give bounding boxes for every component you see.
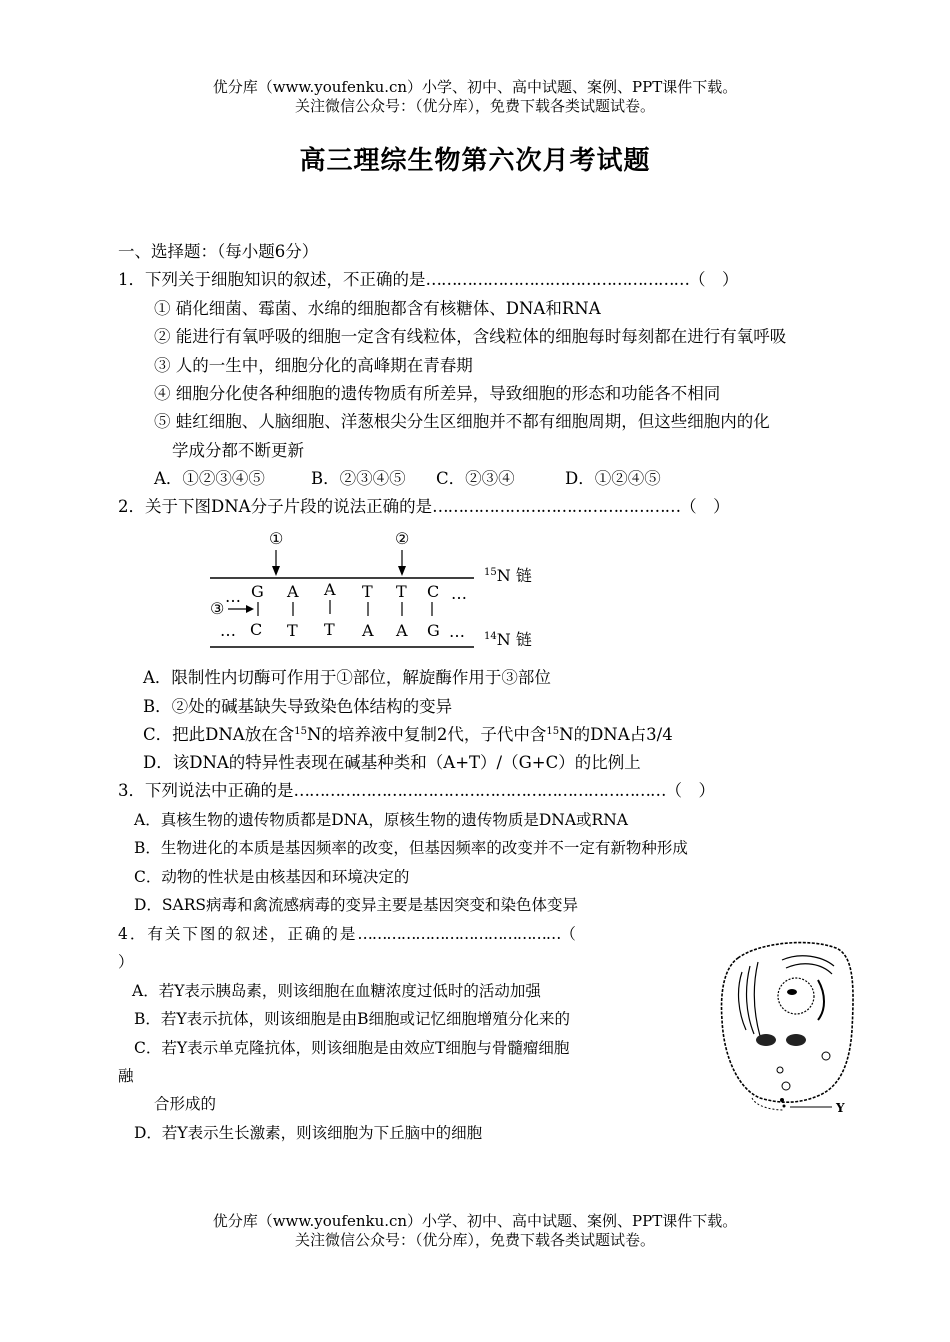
q1-option-a: A．①②③④⑤ — [154, 469, 265, 488]
header-line-1: 优分库（www.youfenku.cn）小学、初中、高中试题、案例、PPT课件下载。 — [212, 78, 738, 96]
q3-option-b: B．生物进化的本质是基因频率的改变，但基因频率的改变并不一定有新物种形成 — [134, 839, 688, 857]
er-fold-5 — [786, 964, 832, 974]
cell-membrane — [722, 943, 854, 1103]
q2-option-c-part2: N的培养液中复制2代，子代中含 — [306, 725, 547, 744]
dna-top-base-4: T — [362, 582, 373, 601]
q2-option-a: A．限制性内切酶可作用于①部位，解旋酶作用于③部位 — [143, 668, 551, 687]
q3-dots: ……………………………………………………………… — [293, 781, 666, 800]
q3-option-c: C．动物的性状是由核基因和环境决定的 — [134, 868, 410, 886]
organelle-1 — [756, 1034, 776, 1046]
nucleus — [778, 978, 814, 1014]
dna-top-ellipsis-right: … — [451, 584, 467, 603]
q1-option-b: B．②③④⑤ — [311, 469, 406, 488]
q1-item-3: ③ 人的一生中，细胞分化的高峰期在青春期 — [154, 356, 473, 375]
dna-top-sup: 15 — [484, 567, 497, 578]
dna-top-base-3: A — [324, 580, 336, 599]
vesicle-2 — [777, 1067, 783, 1073]
dna-top-base-2: A — [287, 582, 299, 601]
dna-bottom-base-5: A — [396, 621, 408, 640]
er-fold-3 — [754, 962, 760, 1036]
q2-option-d: D．该DNA的特异性表现在碱基种类和（A+T）/（G+C）的比例上 — [143, 753, 641, 772]
q2-dots: ………………………………………… — [432, 497, 681, 516]
q1-option-d: D．①②④⑤ — [565, 469, 661, 488]
q4-option-c-cont1: 融 — [118, 1067, 134, 1085]
q4-dots: …………………………………… — [357, 925, 561, 943]
q1-item-5: ⑤ 蛙红细胞、人脑细胞、洋葱根尖分生区细胞并不都有细胞周期，但这些细胞内的化 — [154, 412, 770, 431]
cell-figure-label-y: Y — [836, 1101, 845, 1115]
q1-option-c: C．②③④ — [436, 469, 515, 488]
section-heading: 一、选择题：（每小题6分） — [118, 242, 319, 261]
q2-option-c-sup2: 15 — [546, 726, 560, 737]
dna-top-base-1: G — [251, 582, 264, 601]
header-line-2: 关注微信公众号：（优分库），免费下载各类试题试卷。 — [294, 97, 655, 115]
dna-mark-3: ③ — [210, 599, 225, 618]
dna-top-label: N 链 — [496, 566, 532, 585]
dna-bottom-ellipsis-right: … — [449, 622, 465, 641]
q2-option-c-part1: C．把此DNA放在含 — [143, 725, 295, 744]
q4-option-a: A．若Y表示胰岛素，则该细胞在血糖浓度过低时的活动加强 — [132, 982, 541, 1000]
nucleolus — [787, 989, 797, 995]
secretion-granule-1 — [780, 1098, 784, 1102]
q4-paren-open: （ — [560, 925, 578, 943]
er-fold-4 — [782, 956, 834, 966]
q1-paren: （ ） — [689, 270, 739, 289]
dna-bottom-base-1: C — [250, 620, 263, 639]
q4-stem: 4．有关下图的叙述，正确的是 — [118, 925, 358, 943]
q4-paren-close: ） — [118, 953, 134, 971]
page-title: 高三理综生物第六次月考试题 — [299, 146, 651, 176]
vesicle-1 — [822, 1052, 830, 1060]
q1-item-4: ④ 细胞分化使各种细胞的遗传物质有所差异，导致细胞的形态和功能各不相同 — [154, 384, 721, 403]
vesicle-3 — [782, 1082, 790, 1090]
secretion-granule-2 — [783, 1105, 786, 1108]
q2-option-b: B．②处的碱基缺失导致染色体结构的变异 — [143, 697, 453, 716]
dna-bottom-sup: 14 — [484, 631, 497, 642]
dna-top-base-5: T — [396, 582, 407, 601]
er-fold-2 — [747, 966, 754, 1034]
q4-option-d: D．若Y表示生长激素，则该细胞为下丘脑中的细胞 — [134, 1124, 483, 1142]
dna-top-ellipsis-left: … — [225, 587, 241, 606]
q1-stem: 1．下列关于细胞知识的叙述，不正确的是 — [118, 270, 426, 289]
dna-bottom-base-2: T — [287, 621, 298, 640]
dna-bottom-label: N 链 — [496, 630, 532, 649]
q2-paren: （ ） — [680, 497, 730, 516]
dna-top-base-6: C — [427, 582, 440, 601]
footer-line-2: 关注微信公众号：（优分库），免费下载各类试题试卷。 — [294, 1231, 655, 1249]
q2-option-c-part3: N的DNA占3/4 — [559, 725, 673, 744]
q4-option-b: B．若Y表示抗体，则该细胞是由B细胞或记忆细胞增殖分化来的 — [134, 1010, 571, 1028]
q3-option-d: D．SARS病毒和禽流感病毒的变异主要是基因突变和染色体变异 — [134, 896, 579, 914]
q3-option-a: A．真核生物的遗传物质都是DNA，原核生物的遗传物质是DNA或RNA — [134, 811, 628, 829]
er-fold-1 — [739, 972, 746, 1030]
q2-option-c-sup1: 15 — [294, 726, 307, 737]
q3-paren: （ ） — [665, 781, 715, 800]
q1-dots: …………………………………………… — [425, 270, 689, 289]
q3-stem: 3．下列说法中正确的是 — [118, 781, 294, 800]
cell-bottom-edge — [752, 1098, 784, 1110]
golgi-arc — [818, 980, 824, 1020]
q4-option-c-cont2: 合形成的 — [154, 1095, 217, 1113]
q2-stem: 2．关于下图DNA分子片段的说法正确的是 — [118, 497, 433, 516]
footer-line-1: 优分库（www.youfenku.cn）小学、初中、高中试题、案例、PPT课件下载。 — [212, 1212, 738, 1230]
dna-mark-2: ② — [395, 529, 410, 548]
dna-bottom-ellipsis-left: … — [220, 621, 236, 640]
dna-bottom-base-3: T — [324, 620, 335, 639]
q1-item-1: ① 硝化细菌、霉菌、水绵的细胞都含有核糖体、DNA和RNA — [154, 299, 601, 318]
q1-item-5-cont: 学成分都不断更新 — [172, 441, 304, 460]
dna-bottom-base-4: A — [362, 621, 374, 640]
organelle-2 — [786, 1034, 806, 1046]
dna-mark-1: ① — [269, 529, 284, 548]
q1-item-2: ② 能进行有氧呼吸的细胞一定含有线粒体，含线粒体的细胞每时每刻都在进行有氧呼吸 — [154, 327, 787, 346]
q4-option-c: C．若Y表示单克隆抗体，则该细胞是由效应T细胞与骨髓瘤细胞 — [134, 1039, 570, 1057]
dna-bottom-base-6: G — [427, 621, 440, 640]
